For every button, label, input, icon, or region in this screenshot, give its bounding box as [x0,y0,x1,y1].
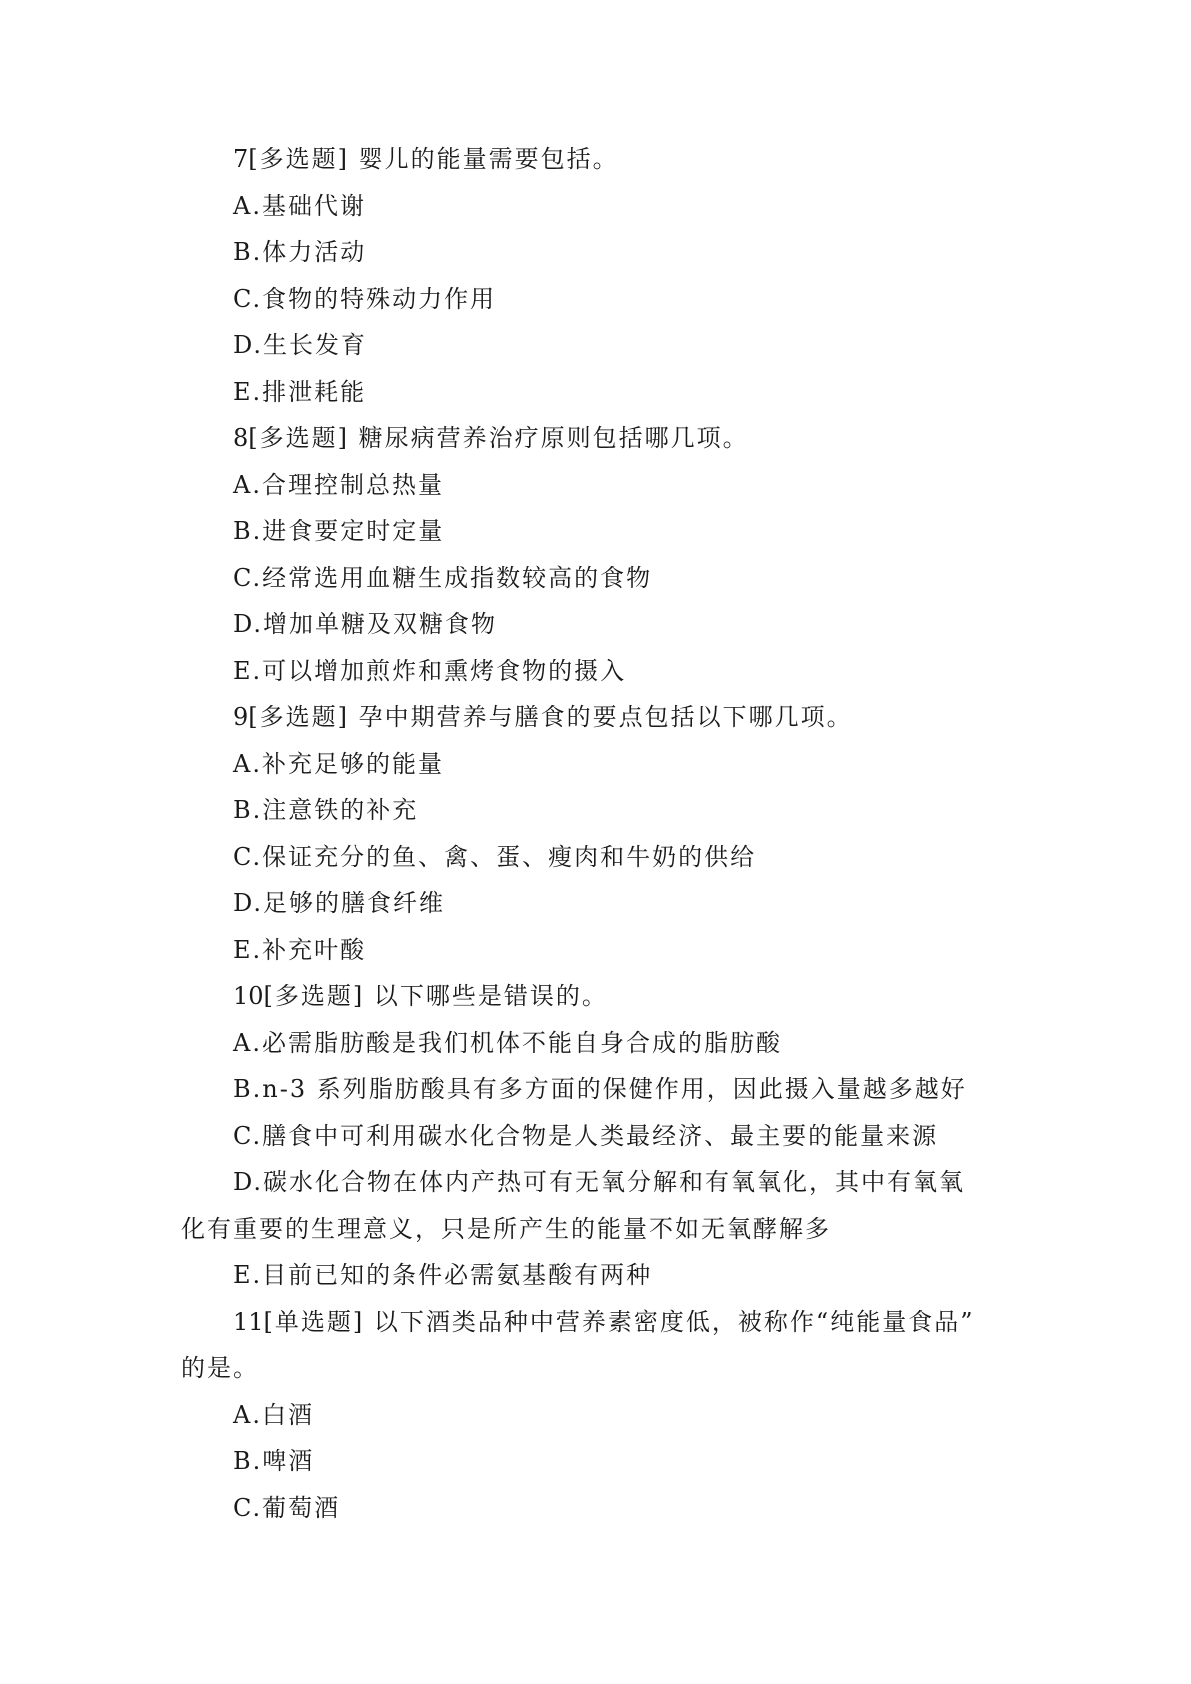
question-type: [多选题] [248,703,350,731]
option-d: D.碳水化合物在体内产热可有无氧分解和有氧氧化，其中有氧氧 [233,1168,966,1196]
question-stem [181,1299,1021,1346]
question-text: 以下酒类品种中营养素密度低，被称作“纯能量食品” [373,1307,975,1336]
option-e: E.目前已知的条件必需氨基酸有两种 [233,1261,653,1289]
question-type: [多选题] [248,145,350,173]
question-number: 10 [233,982,264,1010]
question-text: 婴儿的能量需要包括。 [358,145,619,173]
option-e: E.补充叶酸 [233,935,367,964]
question-type: [多选题] [248,424,350,452]
question-number: 11 [233,1307,264,1336]
option-c: C.食物的特殊动力作用 [233,284,497,313]
option-d: D.生长发育 [233,331,368,359]
option-a: A.基础代谢 [233,191,366,220]
option-a: A.合理控制总热量 [233,470,444,499]
option-c: C.膳食中可利用碳水化合物是人类最经济、最主要的能量来源 [233,1121,939,1150]
option-c: C.经常选用血糖生成指数较高的食物 [233,563,653,592]
option-a: A.补充足够的能量 [233,749,444,778]
option-a: A.必需脂肪酸是我们机体不能自身合成的脂肪酸 [233,1028,782,1057]
question-stem-continuation: 的是。 [181,1354,259,1382]
option-b: B.n-3 系列脂肪酸具有多方面的保健作用，因此摄入量越多越好 [233,1075,967,1103]
option-d: D.增加单糖及双糖食物 [233,610,498,638]
question-number: 9 [233,703,249,731]
question-stem [181,415,1021,462]
option-b: B.注意铁的补充 [233,796,419,824]
question-stem [181,973,1021,1020]
question-stem [181,694,1021,741]
option-d: D.足够的膳食纤维 [233,889,446,917]
option-b: B.体力活动 [233,238,367,266]
option-c: C.葡萄酒 [233,1493,341,1522]
question-number: 8 [233,424,249,452]
question-type: [多选题] [263,982,365,1010]
option-e: E.排泄耗能 [233,377,367,406]
option-e: E.可以增加煎炸和熏烤食物的摄入 [233,656,627,685]
option-c: C.保证充分的鱼、禽、蛋、瘦肉和牛奶的供给 [233,842,757,871]
question-number: 7 [233,145,249,173]
question-text: 孕中期营养与膳食的要点包括以下哪几项。 [358,703,853,731]
question-stem [181,136,1021,183]
option-a: A.白酒 [233,1400,314,1429]
question-text: 以下哪些是错误的。 [373,982,608,1010]
question-type: [单选题] [263,1307,365,1336]
option-b: B.啤酒 [233,1447,315,1475]
option-b: B.进食要定时定量 [233,517,445,545]
option-d-continuation: 化有重要的生理意义，只是所产生的能量不如无氧酵解多 [181,1214,831,1243]
question-text: 糖尿病营养治疗原则包括哪几项。 [358,424,749,452]
question-list [181,136,1021,1531]
